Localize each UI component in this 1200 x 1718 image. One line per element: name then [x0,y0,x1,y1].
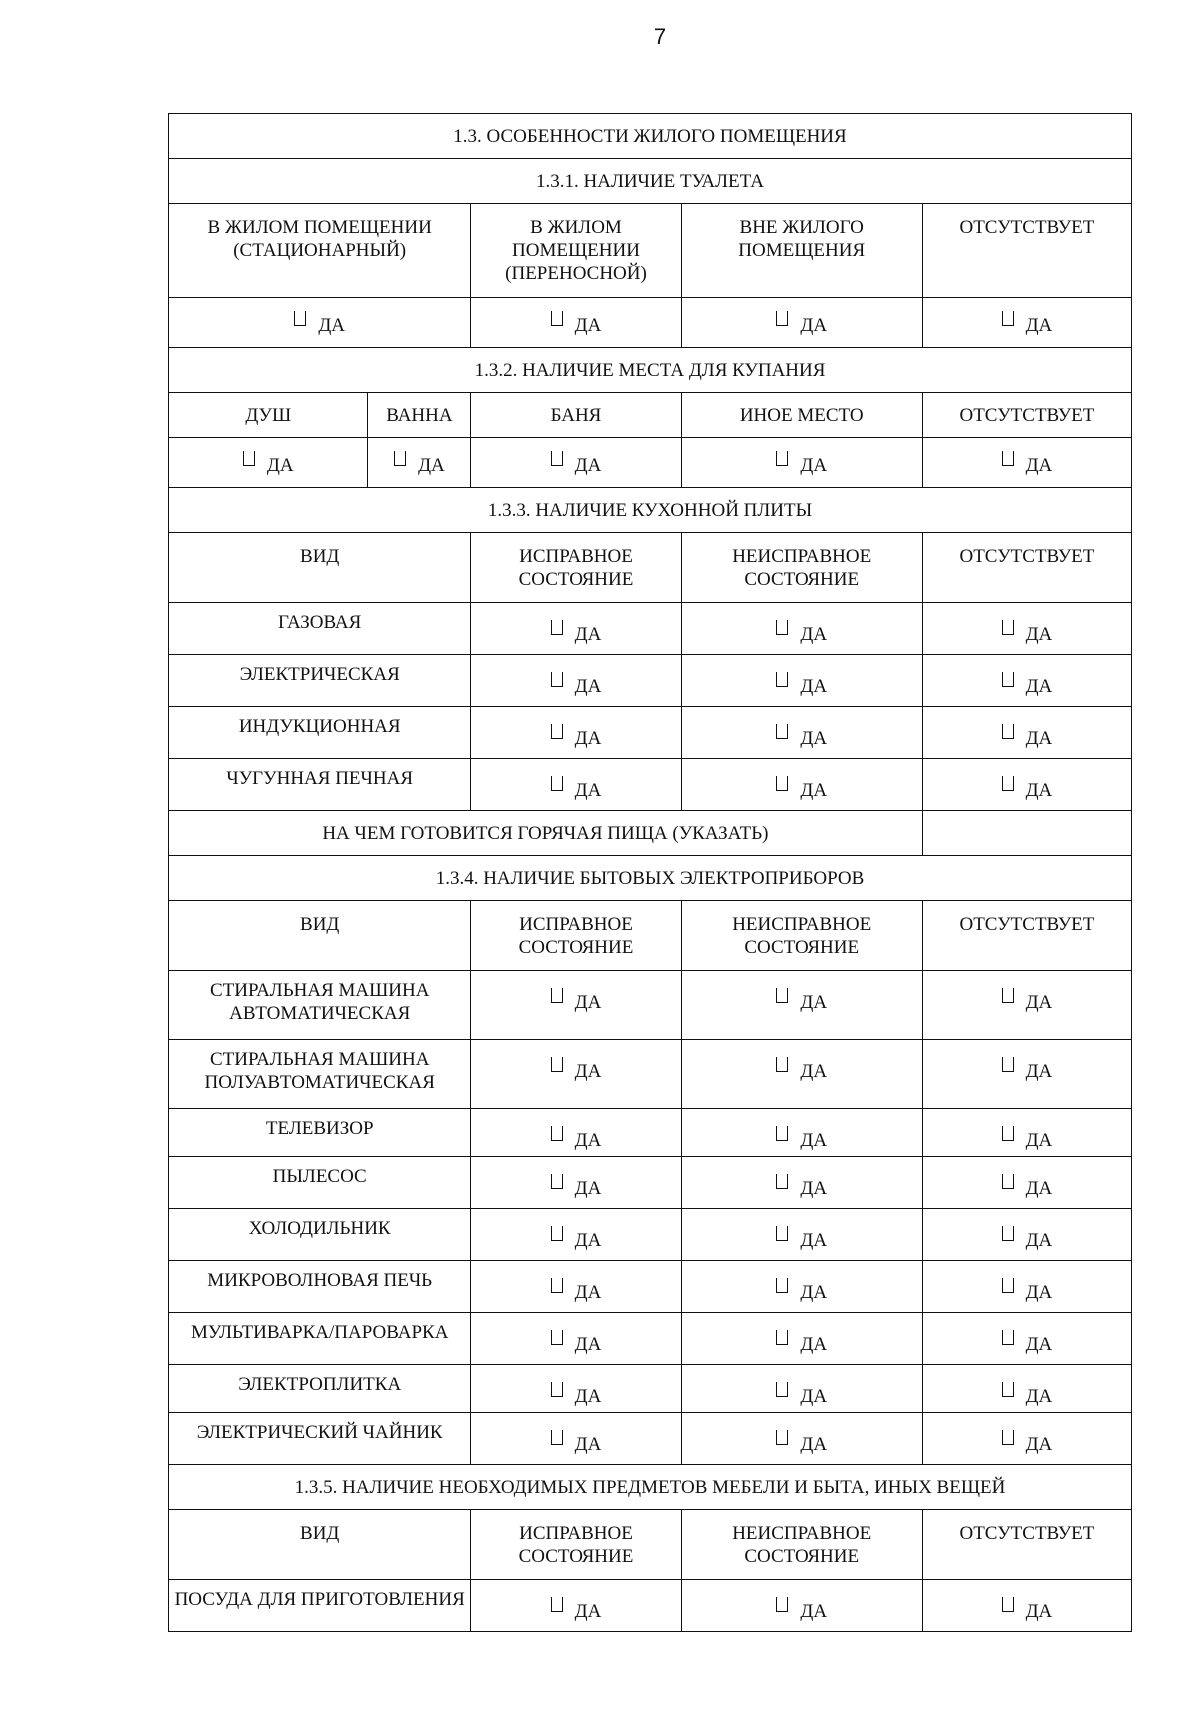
option-cell [681,1109,922,1157]
yes-label: ДА [800,728,828,749]
yes-label: ДА [1025,1334,1053,1355]
checkbox[interactable] [1002,620,1014,635]
option-cell [471,438,681,488]
option-cell [922,655,1131,707]
column-header: НЕИСПРАВНОЕ СОСТОЯНИЕ [681,1510,922,1580]
option-cell [922,1365,1131,1413]
table-row [169,811,1132,856]
yes-label: ДА [800,780,828,801]
option-cell [922,1413,1131,1465]
row-label: ЭЛЕКТРИЧЕСКИЙ ЧАЙНИК [169,1413,471,1465]
table-row [169,1261,1132,1313]
yes-label: ДА [1025,1386,1053,1407]
yes-label: ДА [574,728,602,749]
yes-label: ДА [800,992,828,1013]
checkbox[interactable] [551,1278,563,1293]
column-header: НЕИСПРАВНОЕ СОСТОЯНИЕ [681,533,922,603]
checkbox[interactable] [551,724,563,739]
option-cell [922,1261,1131,1313]
row-label: ТЕЛЕВИЗОР [169,1109,471,1157]
table-row [169,971,1132,1040]
checkbox[interactable] [776,988,788,1003]
checkbox[interactable] [1002,1226,1014,1241]
table-row [169,488,1132,533]
row-label: МУЛЬТИВАРКА/ПАРОВАРКА [169,1313,471,1365]
checkbox[interactable] [1002,1330,1014,1345]
checkbox[interactable] [1002,988,1014,1003]
column-header: ИСПРАВНОЕ СОСТОЯНИЕ [471,1510,681,1580]
option-cell [681,1413,922,1465]
checkbox[interactable] [1002,1382,1014,1397]
option-cell [471,1040,681,1109]
column-header: ИСПРАВНОЕ СОСТОЯНИЕ [471,901,681,971]
yes-label: ДА [800,1178,828,1199]
column-header: ОТСУТСТВУЕТ [922,393,1131,438]
row-label: СТИРАЛЬНАЯ МАШИНА АВТОМАТИЧЕСКАЯ [169,971,471,1040]
yes-label: ДА [574,780,602,801]
checkbox[interactable] [551,311,563,326]
column-header: БАНЯ [471,393,681,438]
option-cell [471,759,681,811]
checkbox[interactable] [551,1126,563,1141]
checkbox[interactable] [1002,776,1014,791]
table-row [169,393,1132,438]
column-header: ОТСУТСТВУЕТ [922,901,1131,971]
option-cell [922,1109,1131,1157]
section-title: 1.3.3. НАЛИЧИЕ КУХОННОЙ ПЛИТЫ [169,488,1132,533]
yes-label: ДА [266,455,294,476]
option-cell [922,759,1131,811]
row-label: ИНДУКЦИОННАЯ [169,707,471,759]
yes-label: ДА [1025,455,1053,476]
option-cell [471,655,681,707]
table-row [169,204,1132,298]
checkbox[interactable] [776,1226,788,1241]
hot-food-field[interactable] [922,811,1131,856]
checkbox[interactable] [776,1330,788,1345]
table-row [169,438,1132,488]
row-label: ЭЛЕКТРИЧЕСКАЯ [169,655,471,707]
column-header: ИСПРАВНОЕ СОСТОЯНИЕ [471,533,681,603]
option-cell [681,1365,922,1413]
option-cell [471,1261,681,1313]
yes-label: ДА [1025,676,1053,697]
yes-label: ДА [574,315,602,336]
option-cell [471,1157,681,1209]
hot-food-label: НА ЧЕМ ГОТОВИТСЯ ГОРЯЧАЯ ПИЩА (УКАЗАТЬ) [169,811,923,856]
table-row [169,1157,1132,1209]
option-cell [681,1261,922,1313]
table-row [169,655,1132,707]
checkbox[interactable] [294,311,306,326]
yes-label: ДА [574,1434,602,1455]
option-cell [681,759,922,811]
checkbox[interactable] [776,776,788,791]
yes-label: ДА [574,1230,602,1251]
checkbox[interactable] [776,1126,788,1141]
yes-label: ДА [418,455,445,476]
checkbox[interactable] [1002,311,1014,326]
table-row [169,159,1132,204]
row-label: МИКРОВОЛНОВАЯ ПЕЧЬ [169,1261,471,1313]
option-cell [471,971,681,1040]
column-header: ОТСУТСТВУЕТ [922,204,1131,298]
yes-label: ДА [574,1061,602,1082]
option-cell [681,1313,922,1365]
table-row [169,1580,1132,1632]
yes-label: ДА [574,1282,602,1303]
row-label: ХОЛОДИЛЬНИК [169,1209,471,1261]
yes-label: ДА [800,1434,828,1455]
option-cell [169,298,471,348]
checkbox[interactable] [1002,1057,1014,1072]
checkbox[interactable] [1002,1278,1014,1293]
column-header: ИНОЕ МЕСТО [681,393,922,438]
checkbox[interactable] [776,311,788,326]
table-row [169,348,1132,393]
table-row [169,1313,1132,1365]
checkbox[interactable] [551,1430,563,1445]
row-label: ГАЗОВАЯ [169,603,471,655]
column-header: ВАННА [368,393,471,438]
option-cell [922,1040,1131,1109]
table-row [169,1413,1132,1465]
yes-label: ДА [1025,1282,1053,1303]
checkbox[interactable] [243,451,255,466]
option-cell [922,1209,1131,1261]
column-header: НЕИСПРАВНОЕ СОСТОЯНИЕ [681,901,922,971]
table-row [169,1365,1132,1413]
checkbox[interactable] [551,1057,563,1072]
yes-label: ДА [800,676,828,697]
table-row [169,1510,1132,1580]
checkbox[interactable] [1002,724,1014,739]
checkbox[interactable] [551,672,563,687]
column-header: ВИД [169,1510,471,1580]
checkbox[interactable] [1002,1174,1014,1189]
yes-label: ДА [574,455,602,476]
yes-label: ДА [800,624,828,645]
yes-label: ДА [574,1334,602,1355]
yes-label: ДА [1025,728,1053,749]
checkbox[interactable] [776,724,788,739]
checkbox[interactable] [776,1382,788,1397]
checkbox[interactable] [551,1382,563,1397]
option-cell [368,438,471,488]
yes-label: ДА [800,1386,828,1407]
yes-label: ДА [1025,624,1053,645]
table-row [169,759,1132,811]
yes-label: ДА [800,315,828,336]
yes-label: ДА [574,1130,602,1151]
table-row [169,1109,1132,1157]
checkbox[interactable] [776,1278,788,1293]
option-cell [471,1413,681,1465]
column-header: ОТСУТСТВУЕТ [922,533,1131,603]
column-header: ВИД [169,901,471,971]
checkbox[interactable] [776,672,788,687]
table-row [169,603,1132,655]
yes-label: ДА [1025,992,1053,1013]
section-title: 1.3.5. НАЛИЧИЕ НЕОБХОДИМЫХ ПРЕДМЕТОВ МЕБЕЛИ И БЫТА, ИНЫХ ВЕЩЕЙ [169,1465,1132,1510]
option-cell [681,971,922,1040]
yes-label: ДА [1025,1601,1053,1622]
option-cell [471,1109,681,1157]
option-cell [471,1365,681,1413]
option-cell [471,298,681,348]
row-label: ПОСУДА ДЛЯ ПРИГОТОВЛЕНИЯ [169,1580,471,1632]
table-row [169,114,1132,159]
checkbox[interactable] [551,1330,563,1345]
option-cell [681,298,922,348]
option-cell [681,655,922,707]
yes-label: ДА [800,1282,828,1303]
checkbox[interactable] [1002,1126,1014,1141]
section-title-toilet: 1.3.1. НАЛИЧИЕ ТУАЛЕТА [169,159,1132,204]
yes-label: ДА [574,992,602,1013]
housing-features-form [168,113,1132,1632]
table-row [169,1040,1132,1109]
section-title-bathing: 1.3.2. НАЛИЧИЕ МЕСТА ДЛЯ КУПАНИЯ [169,348,1132,393]
option-cell [471,1209,681,1261]
checkbox[interactable] [1002,1597,1014,1612]
yes-label: ДА [574,1178,602,1199]
checkbox[interactable] [1002,672,1014,687]
option-cell [471,707,681,759]
row-label: ЧУГУННАЯ ПЕЧНАЯ [169,759,471,811]
yes-label: ДА [800,1334,828,1355]
checkbox[interactable] [776,451,788,466]
option-cell [922,707,1131,759]
page-number: 7 [653,24,667,49]
row-label: ЭЛЕКТРОПЛИТКА [169,1365,471,1413]
table-row [169,901,1132,971]
checkbox[interactable] [776,1174,788,1189]
yes-label: ДА [800,455,828,476]
section-title: 1.3.4. НАЛИЧИЕ БЫТОВЫХ ЭЛЕКТРОПРИБОРОВ [169,856,1132,901]
table-row [169,707,1132,759]
table-row [169,1209,1132,1261]
option-cell [681,1580,922,1632]
option-cell [471,1580,681,1632]
yes-label: ДА [1025,1178,1053,1199]
yes-label: ДА [318,315,346,336]
option-cell [922,1313,1131,1365]
column-header: ДУШ [169,393,368,438]
yes-label: ДА [574,1601,602,1622]
checkbox[interactable] [776,1057,788,1072]
yes-label: ДА [800,1601,828,1622]
column-header: ВИД [169,533,471,603]
row-label: ПЫЛЕСОС [169,1157,471,1209]
yes-label: ДА [1025,315,1053,336]
yes-label: ДА [574,1386,602,1407]
checkbox[interactable] [551,451,563,466]
checkbox[interactable] [1002,451,1014,466]
row-label: СТИРАЛЬНАЯ МАШИНА ПОЛУАВТОМАТИЧЕСКАЯ [169,1040,471,1109]
option-cell [681,1040,922,1109]
yes-label: ДА [1025,780,1053,801]
option-cell [922,1157,1131,1209]
checkbox[interactable] [1002,1430,1014,1445]
checkbox[interactable] [551,988,563,1003]
yes-label: ДА [1025,1061,1053,1082]
table-row [169,298,1132,348]
option-cell [169,438,368,488]
checkbox[interactable] [394,451,406,466]
checkbox[interactable] [551,620,563,635]
option-cell [681,707,922,759]
option-cell [922,971,1131,1040]
option-cell [681,438,922,488]
checkbox[interactable] [551,1174,563,1189]
checkbox[interactable] [776,1597,788,1612]
checkbox[interactable] [551,1597,563,1612]
checkbox[interactable] [776,620,788,635]
column-header: ОТСУТСТВУЕТ [922,1510,1131,1580]
checkbox[interactable] [551,1226,563,1241]
yes-label: ДА [800,1130,828,1151]
table-row [169,856,1132,901]
checkbox[interactable] [776,1430,788,1445]
yes-label: ДА [1025,1130,1053,1151]
option-cell [681,1209,922,1261]
table-row [169,1465,1132,1510]
checkbox[interactable] [551,776,563,791]
option-cell [922,603,1131,655]
option-cell [922,1580,1131,1632]
yes-label: ДА [1025,1434,1053,1455]
column-header: В ЖИЛОМ ПОМЕЩЕНИИ (ПЕРЕНОСНОЙ) [471,204,681,298]
option-cell [471,1313,681,1365]
option-cell [922,438,1131,488]
yes-label: ДА [574,624,602,645]
option-cell [471,603,681,655]
option-cell [922,298,1131,348]
column-header: ВНЕ ЖИЛОГО ПОМЕЩЕНИЯ [681,204,922,298]
table-row [169,533,1132,603]
option-cell [681,1157,922,1209]
yes-label: ДА [1025,1230,1053,1251]
yes-label: ДА [574,676,602,697]
option-cell [681,603,922,655]
yes-label: ДА [800,1230,828,1251]
section-title: 1.3. ОСОБЕННОСТИ ЖИЛОГО ПОМЕЩЕНИЯ [169,114,1132,159]
column-header: В ЖИЛОМ ПОМЕЩЕНИИ (СТАЦИОНАРНЫЙ) [169,204,471,298]
yes-label: ДА [800,1061,828,1082]
